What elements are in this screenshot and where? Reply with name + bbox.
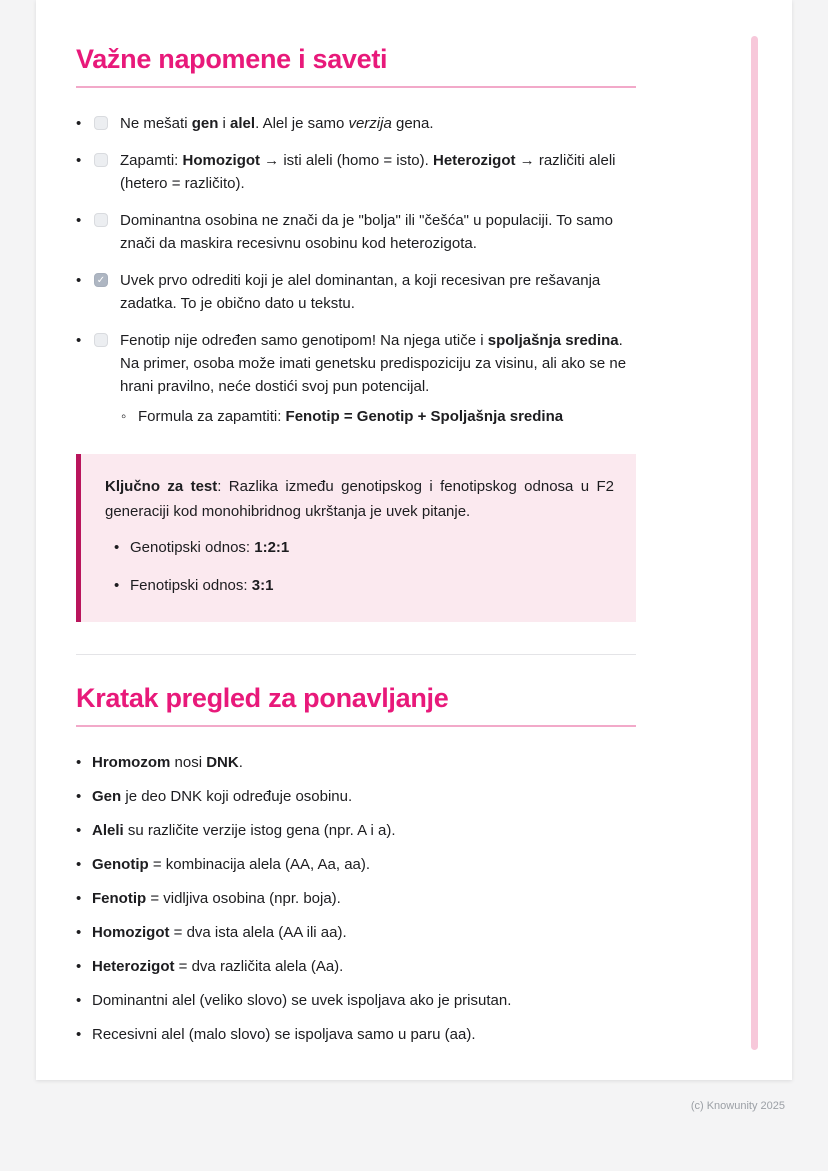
bullet-marker — [114, 574, 130, 597]
list-item-text: Fenotip = vidljiva osobina (npr. boja). — [92, 890, 341, 907]
bullet-marker — [76, 1023, 92, 1046]
bullet-marker — [76, 853, 92, 876]
checkbox[interactable] — [94, 273, 108, 287]
checklist-item-text: Ne mešati gen i alel. Alel je samo verzija gena. — [120, 115, 434, 132]
checklist-item-text: Fenotip nije određen samo genotipom! Na njega utiče i spoljašnja sredina. Na primer, osoba može imati genetsku predispoziciju za visinu, ali ako se ne hrani pravilno, neće dostići svoj pun potencijal. — [120, 332, 627, 395]
bullet-marker — [76, 785, 92, 808]
bullet-marker — [76, 112, 93, 135]
bullet-marker — [76, 751, 92, 774]
check-icon — [95, 274, 107, 287]
callout-item-text: Genotipski odnos: 1:2:1 — [130, 539, 290, 556]
bullet-marker — [76, 329, 93, 352]
page-scroll-indicator[interactable] — [751, 36, 758, 1050]
checklist-item — [76, 112, 636, 135]
checklist-item-text: Zapamti: Homozigot → isti aleli (homo = isto). Heterozigot → različiti aleli (hetero = različito). — [120, 152, 616, 192]
checkbox[interactable] — [94, 153, 108, 167]
bullet-marker — [114, 536, 130, 559]
checklist-item — [76, 329, 636, 428]
key-note-callout — [76, 454, 636, 622]
list-item — [76, 853, 636, 876]
bullet-marker — [76, 921, 92, 944]
checkbox[interactable] — [94, 213, 108, 227]
callout-list-item — [114, 574, 614, 597]
sub-list-item — [121, 405, 636, 428]
list-item — [76, 955, 636, 978]
section-divider — [76, 654, 636, 655]
review-list — [76, 751, 636, 1046]
bullet-marker — [76, 269, 93, 292]
callout-item-text: Fenotipski odnos: 3:1 — [130, 577, 274, 594]
bullet-marker — [76, 209, 93, 232]
heading-underline — [76, 725, 636, 727]
list-item — [76, 819, 636, 842]
section-heading-notes: Važne napomene i saveti — [76, 44, 388, 74]
callout-intro-text: Ključno za test: Razlika između genotipskog i fenotipskog odnosa u F2 generaciji kod monohibridnog ukrštanja je uvek pitanje. — [105, 478, 614, 520]
checkbox[interactable] — [94, 333, 108, 347]
list-item-text: Dominantni alel (veliko slovo) se uvek ispoljava ako je prisutan. — [92, 992, 512, 1009]
checklist-item-text: Uvek prvo odrediti koji je alel dominantan, a koji recesivan pre rešavanja zadatka. To je obično dato u tekstu. — [120, 272, 601, 312]
checkbox[interactable] — [94, 116, 108, 130]
bullet-marker — [76, 819, 92, 842]
copyright-text: (c) Knowunity 2025 — [690, 1100, 785, 1112]
list-item-text: Heterozigot = dva različita alela (Aa). — [92, 958, 344, 975]
bullet-marker — [76, 149, 93, 172]
list-item-text: Aleli su različite verzije istog gena (npr. A i a). — [92, 822, 396, 839]
callout-list-item — [114, 536, 614, 559]
bullet-marker — [76, 955, 92, 978]
section-heading-review: Kratak pregled za ponavljanje — [76, 683, 449, 713]
checklist-item — [76, 209, 636, 255]
list-item — [76, 989, 636, 1012]
callout-list — [105, 536, 614, 597]
heading-underline — [76, 86, 636, 88]
bullet-marker — [76, 989, 92, 1012]
sub-item-text: Formula za zapamtiti: Fenotip = Genotip + Spoljašnja sredina — [138, 408, 564, 425]
list-item-text: Gen je deo DNK koji određuje osobinu. — [92, 788, 353, 805]
checklist-item — [76, 269, 636, 315]
list-item — [76, 751, 636, 774]
list-item — [76, 921, 636, 944]
bullet-marker — [76, 887, 92, 910]
list-item-text: Hromozom nosi DNK. — [92, 754, 243, 771]
list-item — [76, 1023, 636, 1046]
notes-checklist — [76, 112, 636, 428]
document-content — [36, 0, 636, 1046]
checklist-item — [76, 149, 636, 195]
list-item — [76, 785, 636, 808]
list-item-text: Recesivni alel (malo slovo) se ispoljava samo u paru (aa). — [92, 1026, 476, 1043]
document-page — [36, 0, 792, 1080]
checklist-item-text: Dominantna osobina ne znači da je "bolja" ili "češća" u populaciji. To samo znači da maskira recesivnu osobinu kod heterozigota. — [120, 212, 613, 252]
sub-bullet-marker — [121, 405, 138, 428]
list-item — [76, 887, 636, 910]
list-item-text: Genotip = kombinacija alela (AA, Aa, aa). — [92, 856, 371, 873]
list-item-text: Homozigot = dva ista alela (AA ili aa). — [92, 924, 347, 941]
